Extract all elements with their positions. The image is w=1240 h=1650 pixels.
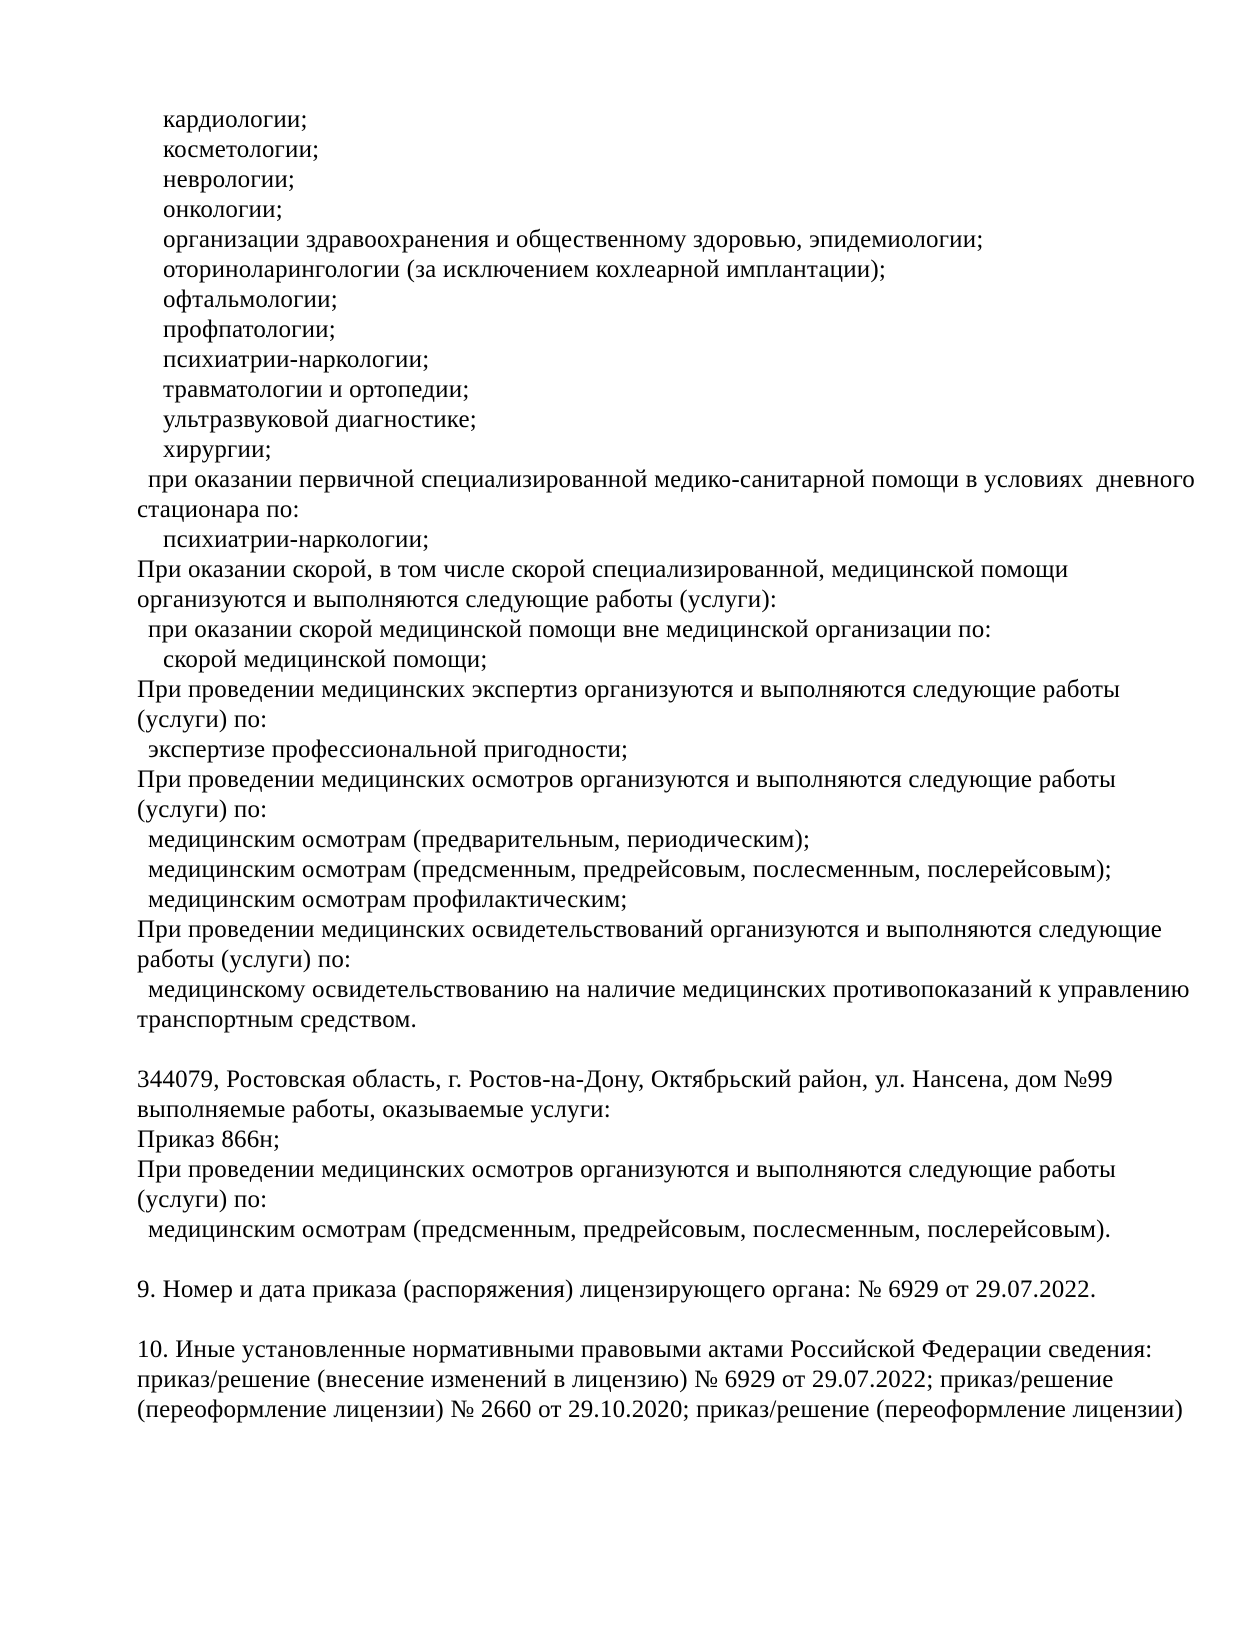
text-line: оториноларингологии (за исключением кохлеарной имплантации); — [163, 256, 887, 283]
text-line: 344079, Ростовская область, г. Ростов-на-Дону, Октябрьский район, ул. Нансена, дом №99 — [137, 1066, 1113, 1093]
text-line: профпатологии; — [163, 316, 336, 343]
text-line: скорой медицинской помощи; — [163, 646, 488, 673]
text-line: (услуги) по: — [137, 706, 268, 733]
text-line: косметологии; — [163, 136, 320, 163]
text-line — [137, 1305, 1177, 1335]
text-line: При проведении медицинских освидетельствований организуются и выполняются следующие — [137, 916, 1163, 943]
text-line: медицинским осмотрам (предсменным, предрейсовым, послесменным, послерейсовым); — [148, 856, 1112, 883]
text-line: организуются и выполняются следующие работы (услуги): — [137, 586, 778, 613]
text-line: (услуги) по: — [137, 796, 268, 823]
text-line: медицинским осмотрам (предсменным, предрейсовым, послесменным, послерейсовым). — [148, 1216, 1112, 1243]
text-line: экспертизе профессиональной пригодности; — [148, 736, 629, 763]
text-line: ультразвуковой диагностике; — [163, 406, 477, 433]
text-line: Приказ 866н; — [137, 1126, 281, 1153]
text-line: организации здравоохранения и общественному здоровью, эпидемиологии; — [163, 226, 984, 253]
text-line: неврологии; — [163, 166, 296, 193]
text-line: офтальмологии; — [163, 286, 338, 313]
text-line: кардиологии; — [163, 106, 308, 133]
text-line: травматологии и ортопедии; — [163, 376, 470, 403]
text-line: приказ/решение (внесение изменений в лицензию) № 6929 от 29.07.2022; приказ/решение — [137, 1366, 1114, 1393]
text-line: При проведении медицинских осмотров организуются и выполняются следующие работы — [137, 766, 1117, 793]
text-line: 9. Номер и дата приказа (распоряжения) лицензирующего органа: № 6929 от 29.07.2022. — [137, 1276, 1097, 1303]
text-line: При проведении медицинских экспертиз организуются и выполняются следующие работы — [137, 676, 1121, 703]
text-line: психиатрии-наркологии; — [163, 526, 430, 553]
text-line: транспортным средством. — [137, 1006, 417, 1033]
text-line: При проведении медицинских осмотров организуются и выполняются следующие работы — [137, 1156, 1117, 1183]
text-line: медицинским осмотрам (предварительным, периодическим); — [148, 826, 811, 853]
text-line: (услуги) по: — [137, 1186, 268, 1213]
text-line: медицинским осмотрам профилактическим; — [148, 886, 628, 913]
text-line: выполняемые работы, оказываемые услуги: — [137, 1096, 611, 1123]
text-line: При оказании скорой, в том числе скорой специализированной, медицинской помощи — [137, 556, 1069, 583]
document-text — [137, 105, 1195, 1425]
text-line: хирургии; — [163, 436, 272, 463]
text-line: (переоформление лицензии) № 2660 от 29.10.2020; приказ/решение (переоформление лицензии) — [137, 1396, 1183, 1423]
text-line: стационара по: — [137, 496, 300, 523]
text-line — [137, 1245, 1177, 1275]
text-line: медицинскому освидетельствованию на наличие медицинских противопоказаний к управлению — [148, 976, 1190, 1003]
text-line: онкологии; — [163, 196, 283, 223]
text-line — [137, 1035, 1177, 1065]
text-line: психиатрии-наркологии; — [163, 346, 430, 373]
text-line: работы (услуги) по: — [137, 946, 352, 973]
text-line: при оказании первичной специализированной медико-санитарной помощи в условиях дневного — [148, 466, 1195, 493]
text-line: при оказании скорой медицинской помощи вне медицинской организации по: — [148, 616, 992, 643]
text-line: 10. Иные установленные нормативными правовыми актами Российской Федерации сведения: — [137, 1336, 1153, 1363]
